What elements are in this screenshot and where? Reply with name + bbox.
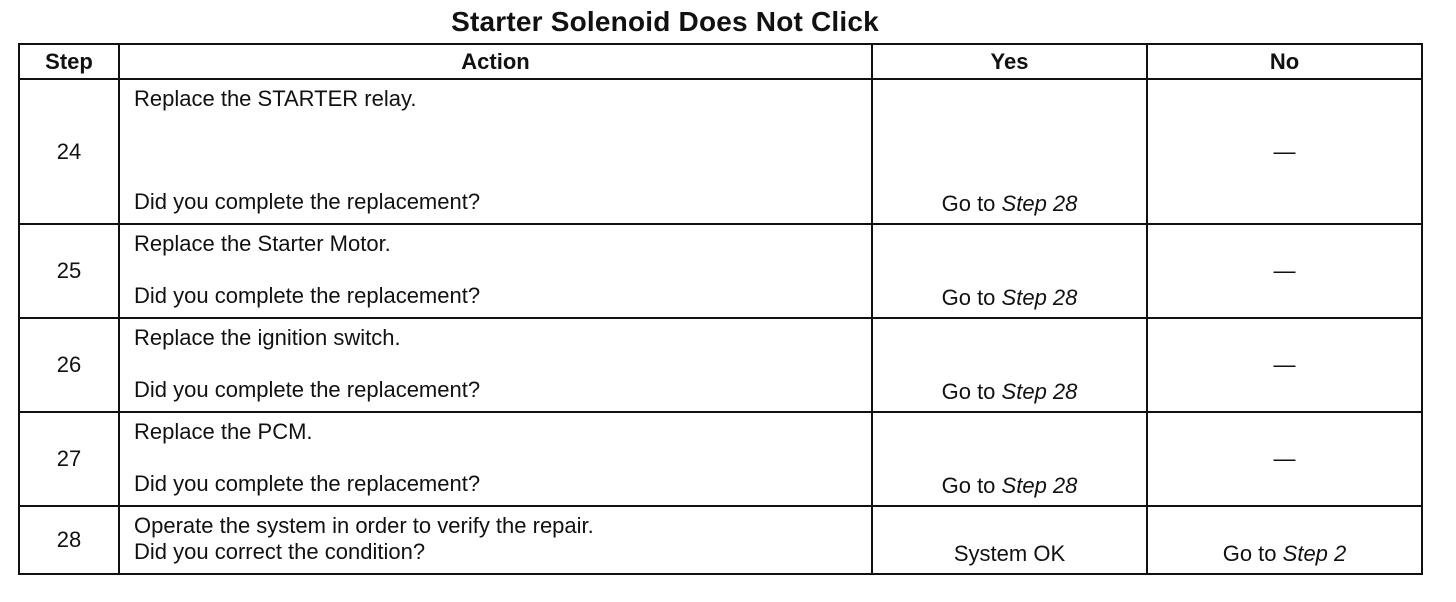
no-cell	[1147, 506, 1422, 574]
action-question: Did you complete the replacement?	[134, 189, 481, 214]
table-row	[19, 224, 1422, 318]
action-instruction: Replace the STARTER relay.	[134, 86, 417, 111]
yes-go-to-label: Go to	[941, 379, 996, 404]
no-cell	[1147, 224, 1422, 318]
yes-go-to-label: Go to	[941, 285, 996, 310]
page-title: Starter Solenoid Does Not Click	[451, 6, 879, 37]
action-instruction: Replace the PCM.	[134, 419, 313, 444]
table-row	[19, 318, 1422, 412]
yes-cell	[872, 412, 1147, 506]
step-number: 25	[19, 224, 119, 318]
action-question: Did you correct the condition?	[134, 539, 426, 564]
action-cell	[119, 506, 872, 574]
table-row	[19, 412, 1422, 506]
table-row	[19, 79, 1422, 224]
action-question: Did you complete the replacement?	[134, 377, 481, 402]
yes-go-to-label: Go to	[941, 473, 996, 498]
step-number: 26	[19, 318, 119, 412]
yes-step-link[interactable]: Step 28	[1001, 191, 1078, 216]
column-header-no: No	[1147, 44, 1422, 79]
action-cell	[119, 79, 872, 224]
yes-cell	[872, 79, 1147, 224]
yes-cell	[872, 224, 1147, 318]
step-number: 27	[19, 412, 119, 506]
action-cell	[119, 412, 872, 506]
table-row	[19, 506, 1422, 574]
action-instruction: Replace the Starter Motor.	[134, 231, 391, 256]
action-question: Did you complete the replacement?	[134, 283, 481, 308]
action-cell	[119, 318, 872, 412]
column-header-yes: Yes	[872, 44, 1147, 79]
no-dash: —	[1273, 352, 1296, 377]
action-instruction: Replace the ignition switch.	[134, 325, 401, 350]
table-header-row	[19, 44, 1422, 79]
no-cell	[1147, 412, 1422, 506]
yes-step-link[interactable]: Step 28	[1001, 379, 1078, 404]
no-cell	[1147, 79, 1422, 224]
step-number: 24	[19, 79, 119, 224]
yes-cell	[872, 318, 1147, 412]
column-header-action: Action	[119, 44, 872, 79]
step-number: 28	[19, 506, 119, 574]
diagnostic-table	[18, 43, 1423, 575]
action-instruction: Operate the system in order to verify the repair.	[134, 513, 594, 538]
no-go-to-label: Go to	[1222, 541, 1277, 566]
yes-go-to-label: Go to	[941, 191, 996, 216]
yes-step-link[interactable]: Step 28	[1001, 473, 1078, 498]
yes-cell	[872, 506, 1147, 574]
system-ok-text: System OK	[953, 541, 1066, 566]
no-dash: —	[1273, 258, 1296, 283]
action-cell	[119, 224, 872, 318]
no-cell	[1147, 318, 1422, 412]
no-step-link[interactable]: Step 2	[1282, 541, 1347, 566]
action-question: Did you complete the replacement?	[134, 471, 481, 496]
no-dash: —	[1273, 138, 1296, 164]
no-dash: —	[1273, 446, 1296, 471]
yes-step-link[interactable]: Step 28	[1001, 285, 1078, 310]
column-header-step: Step	[19, 44, 119, 79]
